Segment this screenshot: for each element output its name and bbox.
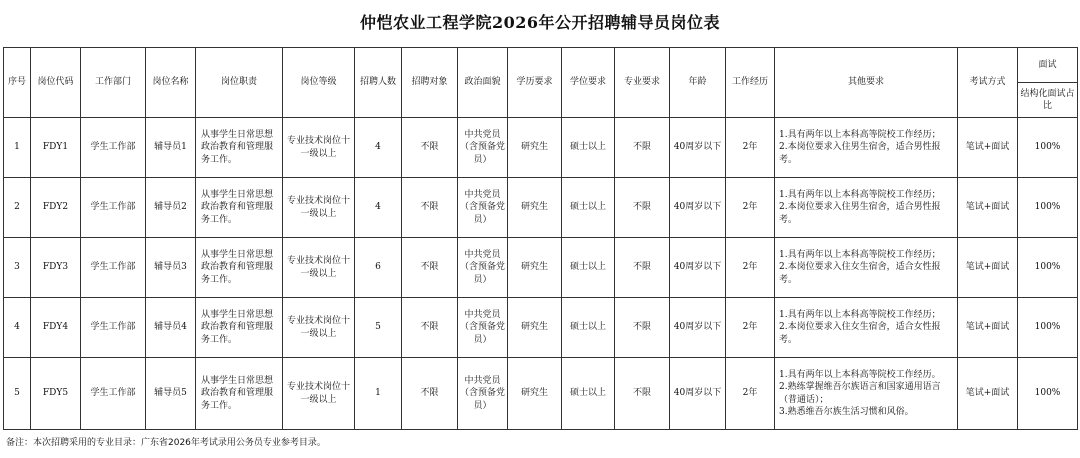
cell-edu: 研究生 <box>508 298 562 358</box>
cell-seq: 1 <box>4 118 31 178</box>
cell-degree: 硕士以上 <box>562 118 615 178</box>
cell-code: FDY1 <box>31 118 81 178</box>
cell-politics: 中共党员（含预备党员） <box>458 358 508 430</box>
cell-code: FDY3 <box>31 238 81 298</box>
cell-edu: 研究生 <box>508 238 562 298</box>
cell-dept: 学生工作部 <box>81 118 146 178</box>
cell-duty: 从事学生日常思想政治教育和管理服务工作。 <box>196 178 283 238</box>
cell-name: 辅导员3 <box>146 238 196 298</box>
cell-level: 专业技术岗位十一级以上 <box>283 118 355 178</box>
header-major: 专业要求 <box>615 48 670 118</box>
header-exp: 工作经历 <box>726 48 775 118</box>
cell-duty: 从事学生日常思想政治教育和管理服务工作。 <box>196 358 283 430</box>
cell-target: 不限 <box>402 178 458 238</box>
other-requirement-line: 3.熟悉维吾尔族生活习惯和风俗。 <box>779 406 914 417</box>
cell-major: 不限 <box>615 118 670 178</box>
cell-major: 不限 <box>615 178 670 238</box>
cell-degree: 硕士以上 <box>562 178 615 238</box>
header-exam: 考试方式 <box>958 48 1018 118</box>
cell-degree: 硕士以上 <box>562 358 615 430</box>
cell-duty: 从事学生日常思想政治教育和管理服务工作。 <box>196 118 283 178</box>
cell-other <box>775 238 958 298</box>
table-row <box>4 118 1078 178</box>
cell-ratio: 100% <box>1018 358 1078 430</box>
cell-name: 辅导员5 <box>146 358 196 430</box>
cell-exp: 2年 <box>726 238 775 298</box>
cell-age: 40周岁以下 <box>670 238 726 298</box>
cell-code: FDY2 <box>31 178 81 238</box>
cell-exp: 2年 <box>726 298 775 358</box>
cell-duty: 从事学生日常思想政治教育和管理服务工作。 <box>196 238 283 298</box>
header-other: 其他要求 <box>775 48 958 118</box>
table-row <box>4 238 1078 298</box>
cell-target: 不限 <box>402 118 458 178</box>
cell-other <box>775 298 958 358</box>
cell-dept: 学生工作部 <box>81 178 146 238</box>
cell-exp: 2年 <box>726 358 775 430</box>
cell-exam: 笔试+面试 <box>958 298 1018 358</box>
cell-target: 不限 <box>402 238 458 298</box>
cell-politics: 中共党员（含预备党员） <box>458 178 508 238</box>
header-level: 岗位等级 <box>283 48 355 118</box>
cell-target: 不限 <box>402 298 458 358</box>
cell-degree: 硕士以上 <box>562 298 615 358</box>
cell-target: 不限 <box>402 358 458 430</box>
cell-other <box>775 178 958 238</box>
cell-count: 6 <box>355 238 402 298</box>
cell-name: 辅导员1 <box>146 118 196 178</box>
header-edu: 学历要求 <box>508 48 562 118</box>
cell-code: FDY5 <box>31 358 81 430</box>
other-requirement-line: 2.本岗位要求入住女生宿舍，适合女性报考。 <box>779 322 941 345</box>
other-requirement-line: 1.具有两年以上本科高等院校工作经历； <box>779 190 941 201</box>
cell-politics: 中共党员（含预备党员） <box>458 118 508 178</box>
header-code: 岗位代码 <box>31 48 81 118</box>
footnote: 备注：本次招聘采用的专业目录：广东省2026年考试录用公务员专业参考目录。 <box>6 438 326 448</box>
cell-seq: 2 <box>4 178 31 238</box>
cell-age: 40周岁以下 <box>670 358 726 430</box>
cell-edu: 研究生 <box>508 358 562 430</box>
cell-age: 40周岁以下 <box>670 178 726 238</box>
other-requirement-line: 1.具有两年以上本科高等院校工作经历； <box>779 250 941 261</box>
cell-level: 专业技术岗位十一级以上 <box>283 298 355 358</box>
cell-major: 不限 <box>615 238 670 298</box>
header-name: 岗位名称 <box>146 48 196 118</box>
header-politics: 政治面貌 <box>458 48 508 118</box>
table-row <box>4 298 1078 358</box>
cell-count: 1 <box>355 358 402 430</box>
table-row <box>4 358 1078 430</box>
cell-exam: 笔试+面试 <box>958 358 1018 430</box>
table-row <box>4 178 1078 238</box>
header-degree: 学位要求 <box>562 48 615 118</box>
header-interview-ratio: 结构化面试占比 <box>1018 83 1078 118</box>
cell-dept: 学生工作部 <box>81 298 146 358</box>
cell-dept: 学生工作部 <box>81 238 146 298</box>
cell-seq: 4 <box>4 298 31 358</box>
cell-politics: 中共党员（含预备党员） <box>458 298 508 358</box>
cell-seq: 3 <box>4 238 31 298</box>
cell-major: 不限 <box>615 298 670 358</box>
cell-edu: 研究生 <box>508 118 562 178</box>
header-seq: 序号 <box>4 48 31 118</box>
other-requirement-line: 2.本岗位要求入住男生宿舍，适合男性报考。 <box>779 202 941 225</box>
positions-table <box>3 47 1078 430</box>
cell-level: 专业技术岗位十一级以上 <box>283 178 355 238</box>
header-count: 招聘人数 <box>355 48 402 118</box>
other-requirement-line: 1.具有两年以上本科高等院校工作经历。 <box>779 370 941 381</box>
other-requirement-line: 2.熟练掌握维吾尔族语言和国家通用语言（普通话）； <box>779 382 941 405</box>
cell-ratio: 100% <box>1018 178 1078 238</box>
cell-count: 4 <box>355 178 402 238</box>
other-requirement-line: 1.具有两年以上本科高等院校工作经历； <box>779 130 941 141</box>
cell-politics: 中共党员（含预备党员） <box>458 238 508 298</box>
cell-exp: 2年 <box>726 118 775 178</box>
header-dept: 工作部门 <box>81 48 146 118</box>
cell-level: 专业技术岗位十一级以上 <box>283 238 355 298</box>
cell-dept: 学生工作部 <box>81 358 146 430</box>
cell-count: 5 <box>355 298 402 358</box>
cell-seq: 5 <box>4 358 31 430</box>
cell-edu: 研究生 <box>508 178 562 238</box>
cell-count: 4 <box>355 118 402 178</box>
cell-exam: 笔试+面试 <box>958 238 1018 298</box>
other-requirement-line: 1.具有两年以上本科高等院校工作经历； <box>779 310 941 321</box>
cell-ratio: 100% <box>1018 298 1078 358</box>
cell-ratio: 100% <box>1018 238 1078 298</box>
cell-age: 40周岁以下 <box>670 118 726 178</box>
cell-exam: 笔试+面试 <box>958 118 1018 178</box>
cell-exam: 笔试+面试 <box>958 178 1018 238</box>
cell-other <box>775 118 958 178</box>
cell-name: 辅导员2 <box>146 178 196 238</box>
cell-code: FDY4 <box>31 298 81 358</box>
other-requirement-line: 2.本岗位要求入住女生宿舍，适合女性报考。 <box>779 262 941 285</box>
header-target: 招聘对象 <box>402 48 458 118</box>
cell-exp: 2年 <box>726 178 775 238</box>
cell-ratio: 100% <box>1018 118 1078 178</box>
cell-degree: 硕士以上 <box>562 238 615 298</box>
table-body <box>4 118 1078 430</box>
cell-age: 40周岁以下 <box>670 298 726 358</box>
cell-other <box>775 358 958 430</box>
cell-duty: 从事学生日常思想政治教育和管理服务工作。 <box>196 298 283 358</box>
page-title: 仲恺农业工程学院2026年公开招聘辅导员岗位表 <box>359 13 721 32</box>
header-interview: 面试 <box>1018 48 1078 83</box>
cell-major: 不限 <box>615 358 670 430</box>
header-duty: 岗位职责 <box>196 48 283 118</box>
header-age: 年龄 <box>670 48 726 118</box>
cell-level: 专业技术岗位十一级以上 <box>283 358 355 430</box>
other-requirement-line: 2.本岗位要求入住男生宿舍，适合男性报考。 <box>779 142 941 165</box>
cell-name: 辅导员4 <box>146 298 196 358</box>
